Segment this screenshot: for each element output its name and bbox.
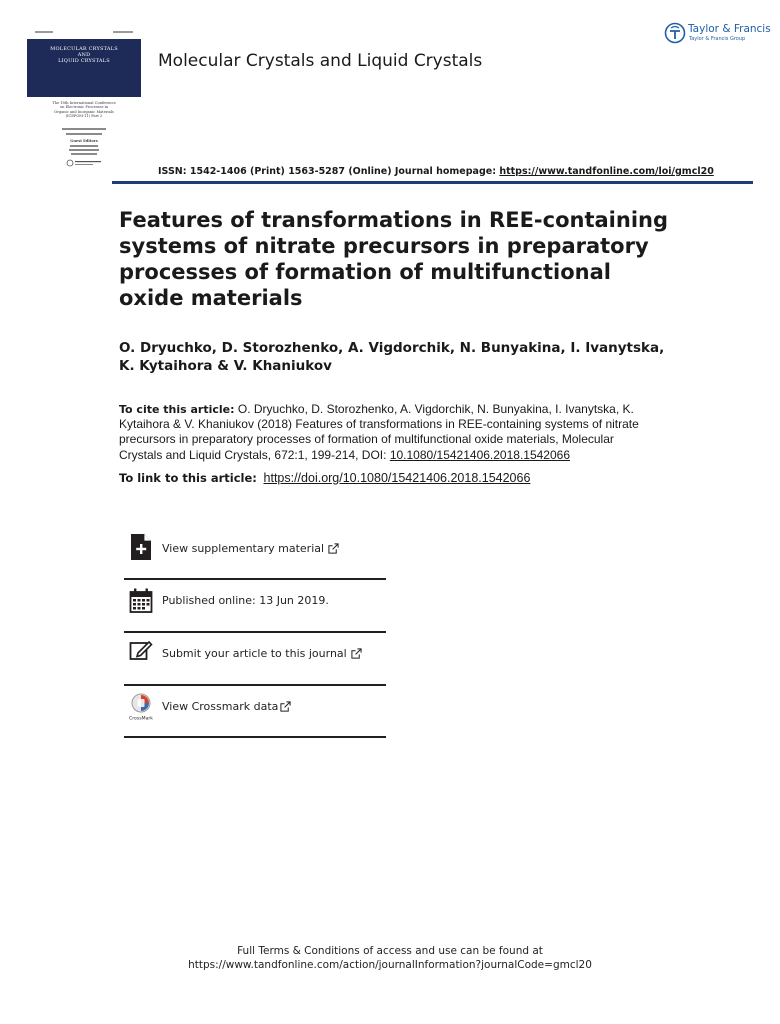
issn-line <box>158 166 714 177</box>
article-authors: O. Dryuchko, D. Storozhenko, A. Vigdorchik, N. Bunyakina, I. Ivanytska, K. Kytaihora & V. Khaniukov <box>119 340 665 374</box>
journal-cover-image <box>27 27 141 177</box>
cover-publisher-logo <box>65 159 105 167</box>
cover-journal-line: MOLECULAR CRYSTALS <box>50 46 118 52</box>
terms-footer <box>0 944 780 972</box>
external-link-icon <box>351 648 362 659</box>
edit-icon <box>129 637 153 665</box>
submit-article-label: Submit your article to this journal <box>162 647 347 660</box>
cover-conference-text: The 18th International Conference on Electronic Processes in Organic and Inorganic Materials (ICEPOM-11) Part 2 <box>52 101 116 119</box>
cover-decoration <box>62 128 106 130</box>
cover-decoration <box>113 31 133 33</box>
action-label <box>162 700 291 713</box>
supplementary-label: View supplementary material <box>162 542 325 555</box>
action-submit-article[interactable] <box>124 633 386 685</box>
crossmark-icon-text: CrossMark <box>129 716 153 721</box>
footer-terms-text: Full Terms & Conditions of access and use can be found at <box>237 945 543 957</box>
external-link-icon <box>328 543 339 554</box>
cover-editors-heading: Guest Editors <box>70 139 98 143</box>
action-supplementary-material[interactable] <box>124 527 386 579</box>
footer-terms-link[interactable]: https://www.tandfonline.com/action/journalInformation?journalCode=gmcl20 <box>188 959 592 971</box>
crossmark-icon <box>128 693 154 721</box>
citation-doi-link[interactable]: 10.1080/15421406.2018.1542066 <box>389 447 570 462</box>
action-label <box>162 542 339 555</box>
action-label <box>162 647 362 660</box>
action-crossmark[interactable] <box>124 686 386 738</box>
action-divider <box>124 736 386 738</box>
journal-homepage-link[interactable]: https://www.tandfonline.com/loi/gmcl20 <box>499 166 714 177</box>
issn-text: 1542-1406 (Print) 1563-5287 (Online) Journal homepage: <box>189 166 497 177</box>
article-link-label: To link to this article: <box>119 471 257 485</box>
calendar-icon <box>129 587 153 615</box>
issn-label: ISSN: <box>158 166 187 177</box>
cover-decoration <box>71 153 97 155</box>
article-link-row <box>119 471 530 485</box>
citation-label: To cite this article: <box>119 403 235 416</box>
publisher-subname: Taylor & Francis Group <box>689 36 746 42</box>
citation-text: O. Dryuchko, D. Storozhenko, A. Vigdorchik, N. Bunyakina, I. Ivanytska, K. Kytaihora & V. Khaniukov (2018) Features of transformations in REE-containing systems of nitrate precursors in preparatory processes of formation of multifunctional oxide materials, Molecular Crystals and Liquid Crystals, 672:1, 199-214, DOI: <box>119 402 639 462</box>
cover-decoration <box>35 31 53 33</box>
supplementary-file-icon <box>129 533 153 561</box>
crossmark-label: View Crossmark data <box>162 700 279 713</box>
publisher-name: Taylor & Francis <box>688 23 771 35</box>
action-published-online <box>124 580 386 632</box>
cover-decoration <box>69 149 99 151</box>
citation-block <box>119 402 659 463</box>
header-divider <box>112 181 753 184</box>
external-link-icon <box>280 701 291 712</box>
cover-decoration <box>66 133 102 135</box>
cover-decoration <box>70 145 98 147</box>
article-title: Features of transformations in REE-containing systems of nitrate precursors in preparatory processes of formation of multifunctional oxide materials <box>119 208 668 310</box>
cover-journal-line: LIQUID CRYSTALS <box>58 58 110 64</box>
publisher-logo[interactable] <box>664 22 771 46</box>
article-doi-link[interactable]: https://doi.org/10.1080/15421406.2018.1542066 <box>263 471 531 485</box>
cover-journal-line: AND <box>77 52 91 58</box>
published-online-label: Published online: 13 Jun 2019. <box>162 594 329 607</box>
journal-title[interactable]: Molecular Crystals and Liquid Crystals <box>158 51 483 71</box>
publisher-logo-icon <box>664 22 686 44</box>
cover-title-band <box>27 39 141 97</box>
